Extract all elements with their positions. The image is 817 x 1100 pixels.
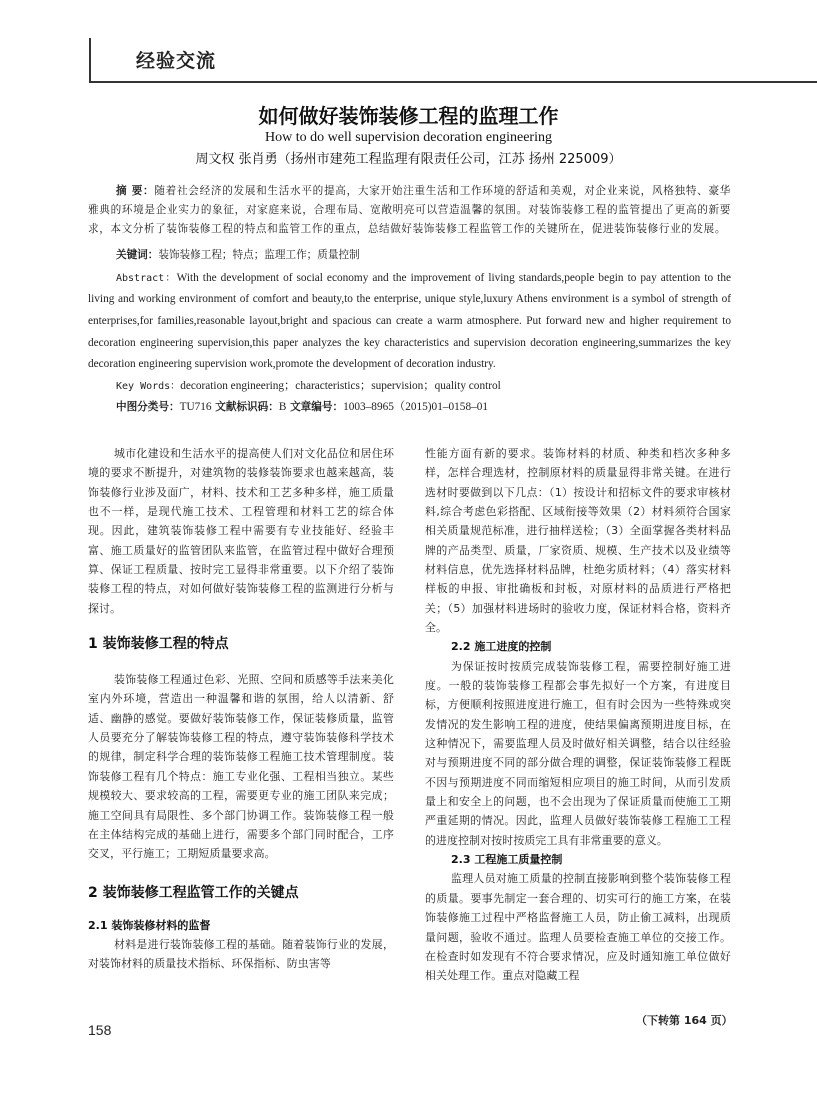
section-2-heading: 2 装饰装修工程监管工作的关键点 — [88, 884, 299, 901]
abstract-block — [88, 182, 731, 417]
authors-line: 周文权 张肖勇（扬州市建苑工程监理有限责任公司，江苏 扬州 225009） — [195, 152, 622, 167]
doc-code-label: 文献标识码： — [211, 401, 279, 414]
intro-paragraph: 城市化建设和生活水平的提高使人们对文化品位和居住环境的要求不断提升，对建筑物的装修装饰要求也越来越高，装饰装修行业涉及面广，材料、技术和工艺多种多样，施工质量也不一样，是现代施工技术、工程管理和材料工艺的综合体现。因此，建筑装饰装修工程中需要有专业技能好、经验丰富、施工质量好的监管团队来监管，在监管过程中做好合理预算、保证工程质量、按时完工显得非常重要。以下介绍了装饰装修工程的特点，对如何做好装饰装修工程的监测进行分析与探讨。 — [88, 447, 394, 615]
subsection-2-1-paragraph: 材料是进行装饰装修工程的基础。随着装饰行业的发展，对装饰材料的质量技术指标、环保指标、防虫害等 — [88, 937, 394, 971]
article-title: 如何做好装饰装修工程的监理工作 — [258, 104, 559, 128]
class-value: TU716 — [179, 401, 212, 414]
abstract-en — [88, 268, 731, 377]
class-label: 中图分类号： — [116, 401, 180, 414]
abstract-label: 摘 要： — [116, 185, 155, 197]
subsection-2-1-heading: 2.1 装饰装修材料的监督 — [88, 918, 211, 932]
section-label: 经验交流 — [136, 50, 217, 72]
abstract-zh — [88, 182, 731, 240]
header-rule-vertical — [89, 38, 91, 82]
subsection-2-2-heading: 2.2 施工进度的控制 — [451, 640, 552, 654]
keywords-en-label: Key Words： — [116, 381, 181, 393]
section-1-paragraph: 装饰装修工程通过色彩、光照、空间和质感等手法来美化室内外环境，营造出一种温馨和谐的氛围，给人以清新、舒适、幽静的感觉。要做好装饰装修工作，保证装修质量，监管人员要充分了解装饰装修工程的特点，遵守装饰装修科学技术的规律，制定科学合理的装饰装修工程施工技术管理制度。装饰装修工程有几个特点：施工专业化强、工程相当独立。某些规模较大、要求较高的工程，需要更专业的施工团队来完成；施工空间具有局限性、多个部门协调工作。装饰装修工程一般在主体结构完成的基础上进行，需要多个部门同时配合，工序交叉，平行施工；工期短质量要求高。 — [88, 673, 394, 861]
keywords-en-text: decoration engineering；characteristics；supervision；quality control — [180, 380, 501, 393]
keywords-en — [88, 376, 731, 397]
keywords-label: 关键词： — [116, 248, 159, 261]
doc-code-value: B — [278, 401, 287, 414]
subsection-2-3-heading: 2.3 工程施工质量控制 — [451, 853, 563, 867]
right-column — [425, 444, 731, 986]
subsection-2-2-paragraph: 为保证按时按质完成装饰装修工程，需要控制好施工进度。一般的装饰装修工程都会事先拟好一个方案，有进度目标，方便顺利按照进度进行施工，但有时会因为一些特殊或突发情况的发生影响工程的进度，使结果偏离预期进度目标，在这种情况下，需要监理人员及时做好相关调整，结合以往经验对与预期进度不同的部分做合理的调整，保证装饰装修工程既不因与预期进度不同而缩短相应项目的施工时间，从而引发质量上和安全上的问题，也不会出现为了保证质量而使施工工期严重延期的情况。因此，监理人员做好装饰装修工程施工工程的进度控制对按时按质完工具有非常重要的意义。 — [425, 659, 731, 847]
article-title-english: How to do well supervision decoration engineering — [265, 130, 552, 145]
continued-on-note: （下转第 164 页） — [636, 1014, 733, 1027]
keywords-zh — [88, 246, 731, 265]
left-column — [88, 444, 394, 974]
abstract-en-text: With the development of social economy and the improvement of living standards,people begin to pay attention to the living and working environment of comfort and beauty,to the enterprise, unique style,luxury Athens environment is a symbol of strength of enterprises,for families,reasonable layout,bright and spacious can create a warm atmosphere. Put forward new and higher requirement to decoration engineering supervision,this paper analyzes the key characteristics and supervision decoration engineering,summarizes the key decoration engineering supervision work,promote the development of decoration industry. — [88, 271, 731, 371]
subsection-2-3-paragraph: 监理人员对施工质量的控制直接影响到整个装饰装修工程的质量。要事先制定一套合理的、切实可行的施工方案，在装饰装修施工过程中严格监督施工人员，防止偷工减料，出现质量问题，验收不通过。监理人员要检查施工单位的交接工作。在检查时如发现有不符合要求情况，应及时通知施工单位做好相关处理工作。重点对隐藏工程 — [425, 872, 731, 983]
title-block — [0, 103, 817, 171]
section-1-heading: 1 装饰装修工程的特点 — [88, 636, 229, 653]
header-rule-horizontal — [89, 81, 817, 83]
article-number-value: 1003–8965（2015)01–0158–01 — [343, 401, 489, 414]
page-number: 158 — [88, 1022, 112, 1038]
classification-line — [88, 397, 731, 417]
abstract-text: 随着社会经济的发展和生活水平的提高，大家开始注重生活和工作环境的舒适和美观，对企业来说，风格独特、豪华雅典的环境是企业实力的象征，对家庭来说，合理布局、宽敞明亮可以营造温馨的氛围。对装饰装修工程的监管提出了更高的新要求，本文分析了装饰装修工程的特点和监管工作的重点，总结做好装饰装修工程监管工作的关键所在，促进装饰装修行业的发展。 — [88, 185, 731, 236]
keywords-text: 装饰装修工程；特点；监理工作；质量控制 — [158, 248, 360, 261]
abstract-en-label: Abstract： — [116, 272, 177, 284]
subsection-2-1-continued: 性能方面有新的要求。装饰材料的材质、种类和档次多种多样，怎样合理选材，控制原材料的质量显得非常关键。在进行选材时要做到以下几点：（1）按设计和招标文件的要求审核材料,综合考虑色彩搭配、区域衔接等效果（2）材料须符合国家相关质量规范标准，进行抽样送检；（3）全面掌握各类材料品牌的产品类型、质量，厂家资质、规模、生产技术以及业绩等材料信息，优先选择材料品牌，杜绝劣质材料；（4）落实材料样板的申报、审批确板和封板，对原材料的品质进行严格把关；（5）加强材料进场时的验收力度，保证材料合格，资料齐全。 — [425, 447, 731, 635]
article-number-label: 文章编号： — [286, 401, 344, 414]
